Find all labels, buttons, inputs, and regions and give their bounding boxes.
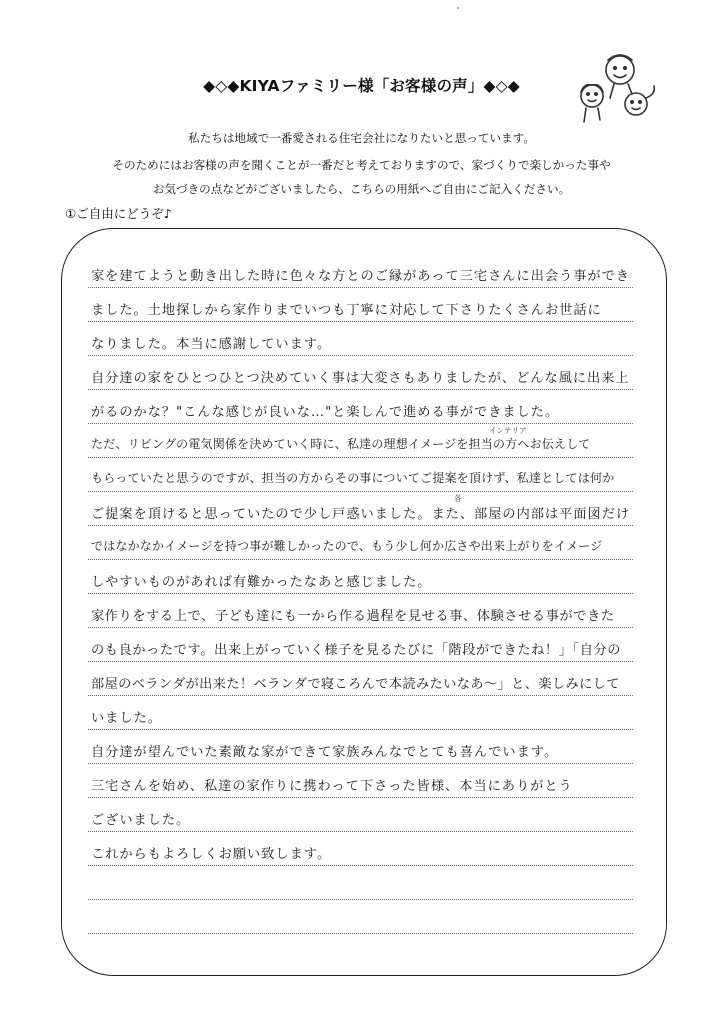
ruled-line bbox=[88, 661, 633, 662]
ruled-line bbox=[88, 389, 633, 390]
ruled-line bbox=[88, 593, 633, 594]
handwritten-line: 自分達が望んでいた素敵な家ができて家族みんなでとても喜んでいます。 bbox=[91, 745, 559, 760]
handwritten-line: しやすいものがあれば有難かったなあと感じました。 bbox=[91, 575, 432, 590]
ruled-line bbox=[88, 491, 633, 492]
free-comment-prompt: ①ご自由にどうぞ♪ bbox=[65, 206, 172, 221]
speck bbox=[457, 7, 459, 9]
family-illustration bbox=[570, 48, 670, 128]
handwritten-line: 自分達の家をひとつひとつ決めていく事は大変さもありましたが、どんな風に出来上 bbox=[91, 371, 630, 386]
handwritten-line: ご提案を頂けると思っていたので少し戸惑いました。また、部屋の内部は平面図だけ bbox=[91, 507, 631, 522]
handwritten-line: 家作りをする上で、子ども達にも一から作る過程を見せる事、体験させる事ができた bbox=[91, 609, 615, 624]
ruled-line bbox=[88, 457, 633, 458]
handwritten-line: のも良かったです。出来上がっていく様子を見るたびに「階段ができたね！」「自分の bbox=[91, 643, 622, 658]
handwritten-line: ではなかなかイメージを持つ事が難しかったので、もう少し何か広さや出来上がりをイメージ bbox=[91, 539, 603, 553]
handwritten-line: なりました。本当に感謝しています。 bbox=[91, 337, 332, 352]
ruled-line bbox=[88, 763, 633, 764]
ruby-annotation: 各 bbox=[454, 494, 462, 503]
handwritten-line: ました。土地探しから家作りまでいつも丁寧に対応して下さりたくさんお世話に bbox=[91, 303, 602, 318]
intro-line: そのためにはお客様の声を聞くことが一番だと考えておりますので、家づくりで楽しかった事や bbox=[112, 158, 611, 172]
ruled-line bbox=[88, 423, 633, 424]
intro-line: お気づきの点などがございましたら、こちらの用紙へご自由にご記入ください。 bbox=[152, 182, 571, 196]
ruled-line bbox=[88, 729, 633, 730]
handwritten-line: 家を建てようと動き出した時に色々な方とのご縁があって三宅さんに出会う事ができ bbox=[91, 269, 630, 284]
page-title: ◆◇◆KIYAファミリー様「お客様の声」◆◇◆ bbox=[203, 77, 520, 95]
handwritten-line: がるのかな？"こんな感じが良いな…"と楽しんで進める事ができました。 bbox=[91, 405, 560, 420]
ruled-line bbox=[88, 627, 633, 628]
handwritten-line: ございました。 bbox=[91, 813, 191, 828]
ruled-line bbox=[88, 797, 633, 798]
ruled-line bbox=[88, 559, 633, 560]
handwritten-line: いました。 bbox=[91, 711, 162, 726]
ruled-line bbox=[88, 355, 633, 356]
ruled-line bbox=[88, 287, 633, 288]
intro-line: 私たちは地域で一番愛される住宅会社になりたいと思っています。 bbox=[188, 131, 535, 145]
ruled-line bbox=[88, 695, 633, 696]
ruled-line bbox=[88, 899, 633, 900]
ruled-line bbox=[88, 831, 633, 832]
ruled-line bbox=[88, 321, 633, 322]
handwritten-line: 部屋のベランダが出来た！ベランダで寝ころんで本読みたいなあ〜」と、楽しみにして bbox=[91, 677, 620, 692]
handwritten-line: もらっていたと思うのですが、担当の方からその事についてご提案を頂けず、私達としては何か bbox=[91, 471, 615, 485]
ruled-line bbox=[88, 865, 633, 866]
ruled-line bbox=[88, 525, 633, 526]
ruby-annotation: インテリア bbox=[489, 426, 527, 435]
handwritten-line: ただ、リビングの電気関係を決めていく時に、私達の理想イメージを担当の方へお伝えして bbox=[91, 437, 591, 451]
ruled-line bbox=[88, 933, 633, 934]
handwritten-line: 三宅さんを始め、私達の家作りに携わって下さった皆様、本当にありがとう bbox=[91, 779, 573, 794]
handwritten-line: これからもよろしくお願い致します。 bbox=[91, 847, 332, 862]
